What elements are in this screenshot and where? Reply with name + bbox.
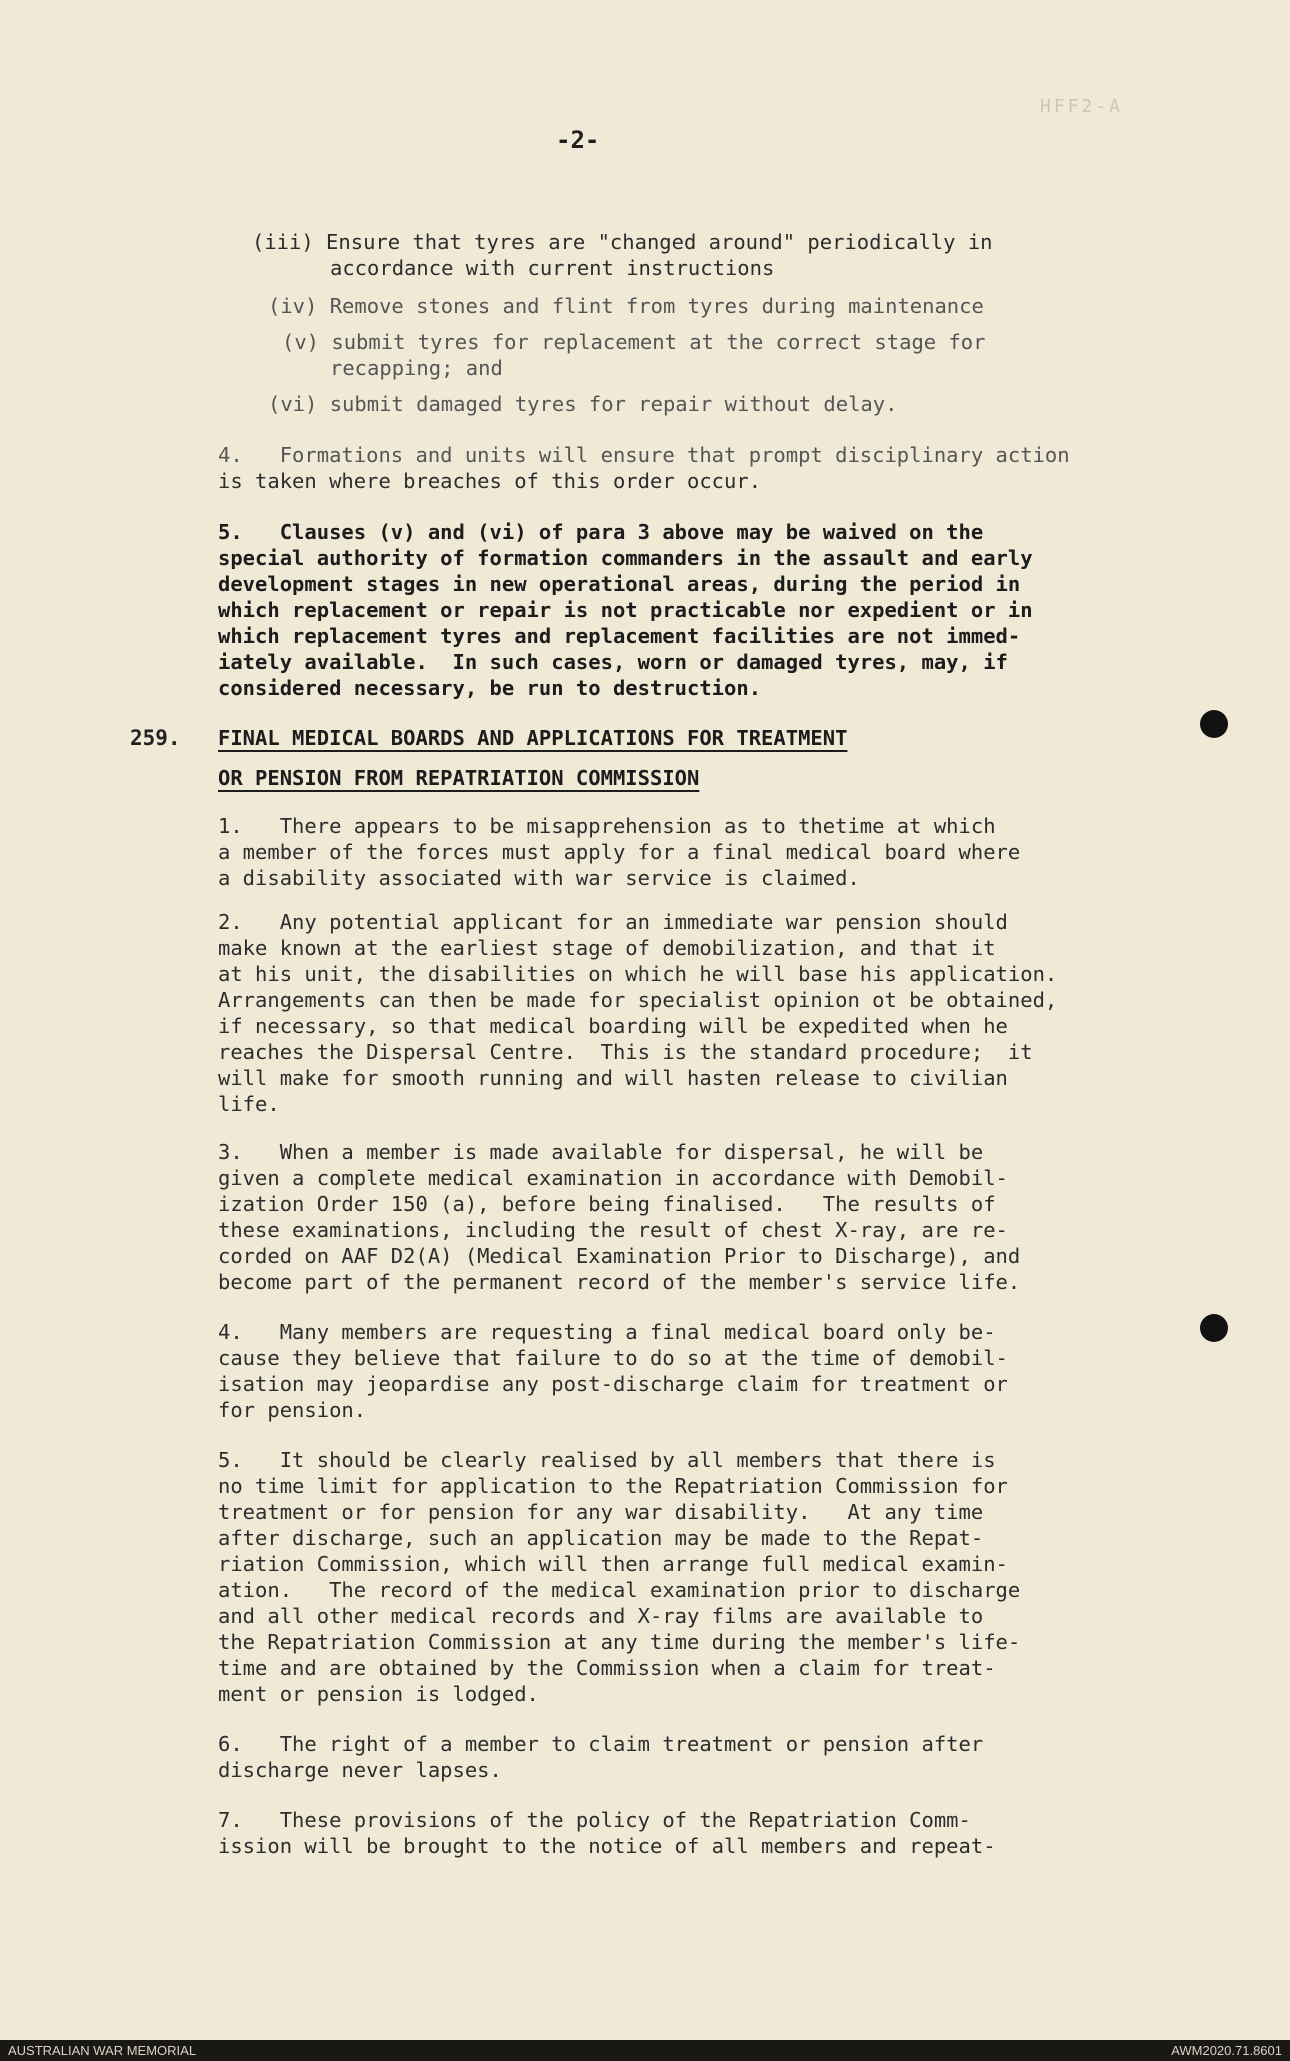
- section-heading: FINAL MEDICAL BOARDS AND APPLICATIONS FOR TREATMENT: [218, 726, 848, 750]
- text-line: if necessary, so that medical boarding will be expedited when he: [218, 1014, 1008, 1038]
- corner-mark: HFF2-A: [1040, 96, 1124, 117]
- text-line: cause they believe that failure to do so at the time of demobil-: [218, 1346, 1008, 1370]
- text-line: time and are obtained by the Commission when a claim for treat-: [218, 1656, 996, 1680]
- text-line: 1. There appears to be misapprehension as to thetime at which: [218, 814, 996, 838]
- text-line: a disability associated with war service is claimed.: [218, 866, 860, 890]
- text-line: make known at the earliest stage of demobilization, and that it: [218, 936, 996, 960]
- text-line: (iv) Remove stones and flint from tyres during maintenance: [268, 294, 984, 318]
- text-line: special authority of formation commanders in the assault and early: [218, 546, 1033, 570]
- text-line: 6. The right of a member to claim treatment or pension after: [218, 1732, 984, 1756]
- text-line: accordance with current instructions: [330, 256, 775, 280]
- text-line: these examinations, including the result of chest X-ray, are re-: [218, 1218, 1008, 1242]
- text-line: development stages in new operational areas, during the period in: [218, 572, 1021, 596]
- text-line: which replacement or repair is not practicable nor expedient or in: [218, 598, 1033, 622]
- text-line: ation. The record of the medical examination prior to discharge: [218, 1578, 1021, 1602]
- text-line: discharge never lapses.: [218, 1758, 502, 1782]
- text-line: will make for smooth running and will hasten release to civilian: [218, 1066, 1008, 1090]
- text-line: 2. Any potential applicant for an immediate war pension should: [218, 910, 1008, 934]
- punch-hole-icon: [1200, 710, 1228, 738]
- text-line: treatment or for pension for any war disability. At any time: [218, 1500, 984, 1524]
- footer-accession-number: AWM2020.71.8601: [1171, 2043, 1282, 2058]
- punch-hole-icon: [1200, 1314, 1228, 1342]
- page-number: -2-: [556, 126, 600, 154]
- text-line: ission will be brought to the notice of all members and repeat-: [218, 1834, 996, 1858]
- text-line: (vi) submit damaged tyres for repair without delay.: [268, 392, 898, 416]
- text-line: isation may jeopardise any post-discharge claim for treatment or: [218, 1372, 1008, 1396]
- text-line: and all other medical records and X-ray films are available to: [218, 1604, 984, 1628]
- text-line: iately available. In such cases, worn or damaged tyres, may, if: [218, 650, 1008, 674]
- text-line: (v) submit tyres for replacement at the correct stage for: [282, 330, 986, 354]
- text-line: considered necessary, be run to destruction.: [218, 676, 762, 700]
- text-line: at his unit, the disabilities on which he will base his application.: [218, 962, 1058, 986]
- text-line: 7. These provisions of the policy of the Repatriation Comm-: [218, 1808, 971, 1832]
- section-number: 259.: [130, 726, 181, 750]
- footer-institution: AUSTRALIAN WAR MEMORIAL: [8, 2043, 197, 2058]
- text-line: which replacement tyres and replacement facilities are not immed-: [218, 624, 1021, 648]
- text-line: the Repatriation Commission at any time during the member's life-: [218, 1630, 1021, 1654]
- text-line: life.: [218, 1092, 280, 1116]
- section-heading: OR PENSION FROM REPATRIATION COMMISSION: [218, 766, 700, 790]
- text-line: corded on AAF D2(A) (Medical Examination Prior to Discharge), and: [218, 1244, 1021, 1268]
- text-line: ment or pension is lodged.: [218, 1682, 539, 1706]
- text-line: (iii) Ensure that tyres are "changed around" periodically in: [252, 230, 993, 254]
- text-line: Arrangements can then be made for specialist opinion ot be obtained,: [218, 988, 1058, 1012]
- text-line: 4. Formations and units will ensure that prompt disciplinary action: [218, 443, 1070, 467]
- text-line: for pension.: [218, 1398, 367, 1422]
- text-line: 4. Many members are requesting a final medical board only be-: [218, 1320, 996, 1344]
- text-line: recapping; and: [330, 356, 503, 380]
- text-line: 5. It should be clearly realised by all members that there is: [218, 1448, 996, 1472]
- text-line: riation Commission, which will then arrange full medical examin-: [218, 1552, 1008, 1576]
- text-line: ization Order 150 (a), before being finalised. The results of: [218, 1192, 996, 1216]
- text-line: after discharge, such an application may be made to the Repat-: [218, 1526, 984, 1550]
- archive-footer: [0, 2040, 1290, 2061]
- text-line: 3. When a member is made available for dispersal, he will be: [218, 1140, 984, 1164]
- text-line: a member of the forces must apply for a final medical board where: [218, 840, 1021, 864]
- text-line: reaches the Dispersal Centre. This is the standard procedure; it: [218, 1040, 1033, 1064]
- text-line: 5. Clauses (v) and (vi) of para 3 above may be waived on the: [218, 520, 984, 544]
- text-line: no time limit for application to the Repatriation Commission for: [218, 1474, 1008, 1498]
- text-line: given a complete medical examination in accordance with Demobil-: [218, 1166, 1008, 1190]
- text-line: become part of the permanent record of the member's service life.: [218, 1270, 1021, 1294]
- text-line: is taken where breaches of this order occur.: [218, 469, 762, 493]
